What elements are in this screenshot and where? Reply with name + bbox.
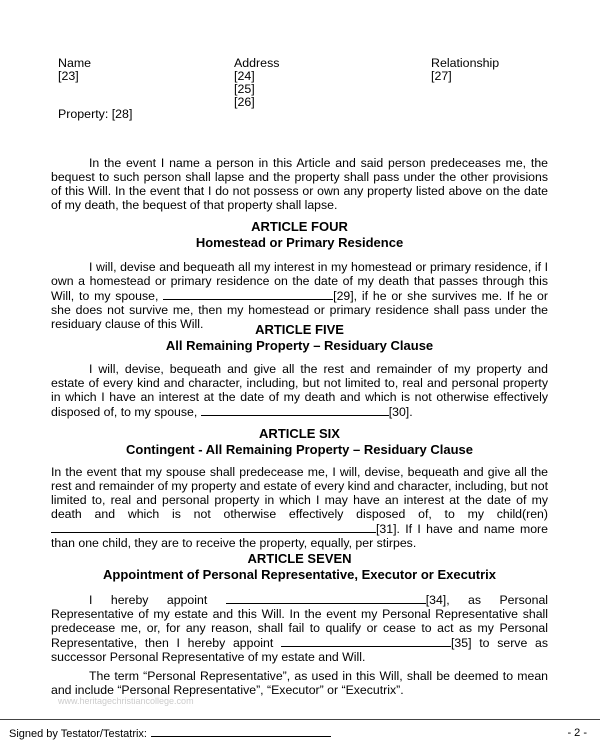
footer-divider	[0, 719, 600, 720]
article-six-paragraph	[51, 466, 548, 550]
article-six-text-after: [31]. If I have and name more than one child, they are to receive the property, equally, per stirpes.	[51, 521, 548, 550]
article-four-text-before: I will, devise and bequeath all my interest in my homestead or primary residence, if I own a homestead or primary residence on the date of my death that passes through this Will, to my spouse,	[51, 260, 548, 303]
definition-paragraph: The term “Personal Representative”, as used in this Will, shall be deemed to mean and include “Personal Representative”, “Executor” or “Executrix”.	[51, 669, 548, 697]
article-four-paragraph	[51, 261, 548, 332]
article-four-heading	[51, 219, 548, 251]
article-six-title: ARTICLE SIX	[259, 426, 340, 441]
spouse-blank-29	[163, 289, 333, 300]
address-header: Address	[234, 56, 280, 70]
article-seven-heading	[51, 551, 548, 583]
representative-blank-34	[226, 593, 426, 604]
children-blank-31	[51, 522, 376, 533]
name-value: [23]	[58, 69, 79, 83]
article-seven-text-part2: [34], as Personal Representative of my estate and this Will. In the event my Personal Representative shall predecease me, or, for any reason, shall fail to qualify or cease to act as my Personal Representative, then I hereby appoint	[51, 593, 549, 650]
address-line-3: [26]	[234, 95, 255, 109]
article-four-title: ARTICLE FOUR	[251, 219, 348, 234]
signed-by-label: Signed by Testator/Testatrix:	[9, 728, 147, 740]
article-five-paragraph	[51, 363, 548, 420]
article-seven-paragraph	[51, 593, 548, 665]
article-four-text-after: [29], if he or she survives me. If he or she does not survive me, then my homestead or primary residence shall pass under the residuary clause of this Will.	[51, 288, 548, 331]
relationship-value: [27]	[431, 69, 452, 83]
article-seven-subtitle: Appointment of Personal Representative, Executor or Executrix	[103, 567, 496, 582]
address-line-1: [24]	[234, 69, 255, 83]
lapse-paragraph: In the event I name a person in this Article and said person predeceases me, the bequest to such person shall lapse and the property shall pass under the other provisions of this Will. In the event that I do not possess or own any property listed above on the date of my death, the bequest of that property shall lapse.	[51, 156, 548, 212]
page-number: - 2 -	[567, 727, 587, 739]
name-header: Name	[58, 56, 92, 70]
article-five-text-before: I will, devise, bequeath and give all the rest and remainder of my property and estate of every kind and character, including, but not limited to, real and personal property in which I have an interest at the date of my death and which is not otherwise effectively disposed of, to my spouse,	[51, 362, 548, 419]
article-five-title: ARTICLE FIVE	[255, 322, 344, 337]
successor-blank-35	[281, 636, 451, 647]
article-seven-text-part1: I hereby appoint	[89, 593, 226, 607]
relationship-header: Relationship	[431, 56, 500, 70]
property-line: Property: [28]	[58, 107, 133, 121]
article-seven-text-part3: [35] to serve as successor Personal Representative of my estate and Will.	[51, 635, 548, 664]
spouse-blank-30	[201, 405, 389, 416]
article-six-subtitle: Contingent - All Remaining Property – Residuary Clause	[126, 442, 473, 457]
address-line-2: [25]	[234, 82, 255, 96]
signature-footer	[9, 727, 331, 740]
article-five-heading	[51, 322, 548, 354]
signature-line[interactable]	[151, 727, 331, 737]
article-six-text-before: In the event that my spouse shall predecease me, I will, devise, bequeath and give all the rest and remainder of my property and estate of every kind and character, including, but not limited to, real and personal property in which I may have an interest at the date of my death and which is not otherwise effectively disposed of, to my child(ren)	[51, 465, 548, 521]
article-five-subtitle: All Remaining Property – Residuary Clause	[165, 338, 434, 353]
article-five-text-after: [30].	[388, 404, 413, 419]
article-six-heading	[51, 426, 548, 458]
article-seven-title: ARTICLE SEVEN	[247, 551, 352, 566]
watermark-text: www.heritagechristiancollege.com	[58, 696, 194, 706]
article-four-subtitle: Homestead or Primary Residence	[195, 235, 404, 250]
